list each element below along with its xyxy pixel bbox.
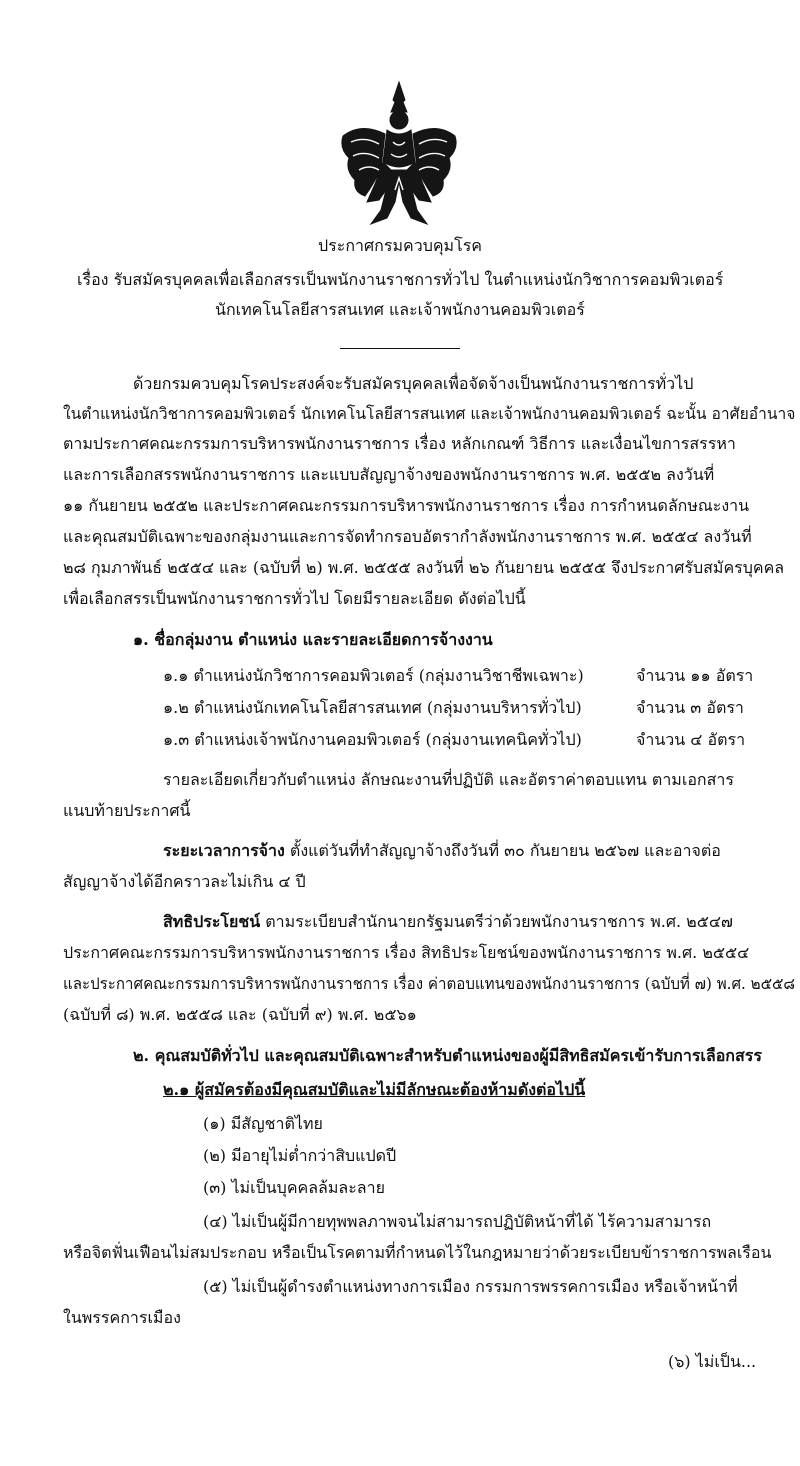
benefits-text: ตามระเบียบสำนักนายกรัฐมนตรีว่าด้วยพนักงานราชการ พ.ศ. ๒๕๔๗	[260, 912, 733, 931]
qualification-item-2: (๒) มีอายุไม่ต่ำกว่าสิบแปดปี	[203, 1146, 397, 1165]
intro-line-5: ๑๑ กันยายน ๒๕๕๒ และประกาศคณะกรรมการบริหารพนักงานราชการ เรื่อง การกำหนดลักษณะงาน	[63, 496, 750, 515]
benefits-line-2: ประกาศคณะกรรมการบริหารพนักงานราชการ เรื่อง สิทธิประโยชน์ของพนักงานราชการ พ.ศ. ๒๕๕๔	[63, 943, 750, 962]
intro-line-3: ตามประกาศคณะกรรมการบริหารพนักงานราชการ เรื่อง หลักเกณฑ์ วิธีการ และเงื่อนไขการสรรหา	[63, 434, 736, 453]
details-line-1: รายละเอียดเกี่ยวกับตำแหน่ง ลักษณะงานที่ปฏิบัติ และอัตราค่าตอบแทน ตามเอกสาร	[163, 770, 734, 789]
benefits-line-4: (ฉบับที่ ๘) พ.ศ. ๒๕๕๘ และ (ฉบับที่ ๙) พ.ศ. ๒๕๖๑	[63, 1005, 417, 1024]
benefits-line-1	[163, 912, 733, 932]
qualification-item-1: (๑) มีสัญชาติไทย	[203, 1114, 323, 1133]
details-line-2: แนบท้ายประกาศนี้	[63, 801, 191, 820]
qualification-item-4-line-1: (๔) ไม่เป็นผู้มีกายทุพพลภาพจนไม่สามารถปฏิบัติหน้าที่ได้ ไร้ความสามารถ	[203, 1212, 712, 1231]
position-1-label: ๑.๑ ตำแหน่งนักวิชาการคอมพิวเตอร์ (กลุ่มงานวิชาชีพเฉพาะ)	[163, 666, 584, 685]
qualification-item-5-line-1: (๕) ไม่เป็นผู้ดำรงตำแหน่งทางการเมือง กรรมการพรรคการเมือง หรือเจ้าหน้าที่	[203, 1277, 738, 1296]
intro-line-7: ๒๘ กุมภาพันธ์ ๒๕๕๔ และ (ฉบับที่ ๒) พ.ศ. ๒๕๕๕ ลงวันที่ ๒๖ กันยายน ๒๕๕๕ จึงประกาศรับสมัครบุคคล	[63, 558, 785, 577]
qualification-item-4-line-2: หรือจิตฟั่นเฟือนไม่สมประกอบ หรือเป็นโรคตามที่กำหนดไว้ในกฎหมายว่าด้วยระเบียบข้าราชการพลเรือน	[63, 1243, 772, 1262]
announcement-title: ประกาศกรมควบคุมโรค	[318, 236, 482, 255]
intro-line-6: และคุณสมบัติเฉพาะของกลุ่มงานและการจัดทำกรอบอัตรากำลังพนักงานราชการ พ.ศ. ๒๕๕๔ ลงวันที่	[63, 527, 752, 546]
benefits-label: สิทธิประโยชน์	[163, 912, 261, 931]
subject-line-2: นักเทคโนโลยีสารสนเทศ และเจ้าพนักงานคอมพิวเตอร์	[215, 300, 585, 319]
section-2-1-heading: ๒.๑ ผู้สมัครต้องมีคุณสมบัติและไม่มีลักษณะต้องห้ามดังต่อไปนี้	[163, 1080, 586, 1099]
intro-line-4: และการเลือกสรรพนักงานราชการ และแบบสัญญาจ้างของพนักงานราชการ พ.ศ. ๒๕๕๒ ลงวันที่	[63, 465, 715, 484]
employment-period-text: ตั้งแต่วันที่ทำสัญญาจ้างถึงวันที่ ๓๐ กันยายน ๒๕๖๗ และอาจต่อ	[284, 841, 721, 860]
intro-line-8: เพื่อเลือกสรรเป็นพนักงานราชการทั่วไป โดยมีรายละเอียด ดังต่อไปนี้	[63, 589, 526, 608]
position-1-count: จำนวน ๑๑ อัตรา	[636, 666, 754, 685]
continuation-note: (๖) ไม่เป็น...	[668, 1352, 757, 1371]
benefits-line-3: และประกาศคณะกรรมการบริหารพนักงานราชการ เรื่อง ค่าตอบแทนของพนักงานราชการ (ฉบับที่ ๗) พ.ศ. ๒๕๕๘	[63, 974, 796, 993]
qualification-item-5-line-2: ในพรรคการเมือง	[63, 1308, 181, 1327]
subject-line-1: เรื่อง รับสมัครบุคคลเพื่อเลือกสรรเป็นพนักงานราชการทั่วไป ในตำแหน่งนักวิชาการคอมพิวเตอร์	[77, 270, 724, 289]
title-divider	[340, 348, 460, 349]
employment-period-label: ระยะเวลาการจ้าง	[163, 841, 285, 860]
section-2-heading: ๒. คุณสมบัติทั่วไป และคุณสมบัติเฉพาะสำหรับตำแหน่งของผู้มีสิทธิสมัครเข้ารับการเลือกสรร	[133, 1046, 762, 1065]
position-3-count: จำนวน ๔ อัตรา	[636, 730, 746, 749]
intro-line-1: ด้วยกรมควบคุมโรคประสงค์จะรับสมัครบุคคลเพื่อจัดจ้างเป็นพนักงานราชการทั่วไป	[133, 374, 694, 393]
position-3-label: ๑.๓ ตำแหน่งเจ้าพนักงานคอมพิวเตอร์ (กลุ่มงานเทคนิคทั่วไป)	[163, 730, 582, 749]
employment-period-line-2: สัญญาจ้างได้อีกคราวละไม่เกิน ๔ ปี	[63, 872, 306, 891]
qualification-item-3: (๓) ไม่เป็นบุคคลล้มละลาย	[203, 1178, 385, 1197]
section-1-heading: ๑. ชื่อกลุ่มงาน ตำแหน่ง และรายละเอียดการจ้างงาน	[133, 630, 493, 649]
intro-line-2: ในตำแหน่งนักวิชาการคอมพิวเตอร์ นักเทคโนโลยีสารสนเทศ และเจ้าพนักงานคอมพิวเตอร์ ฉะนั้น อาศัยอำนาจ	[63, 404, 796, 423]
employment-period-line-1	[163, 841, 721, 861]
garuda-emblem-icon	[335, 78, 463, 228]
position-2-count: จำนวน ๓ อัตรา	[636, 698, 744, 717]
position-2-label: ๑.๒ ตำแหน่งนักเทคโนโลยีสารสนเทศ (กลุ่มงานบริหารทั่วไป)	[163, 698, 582, 717]
